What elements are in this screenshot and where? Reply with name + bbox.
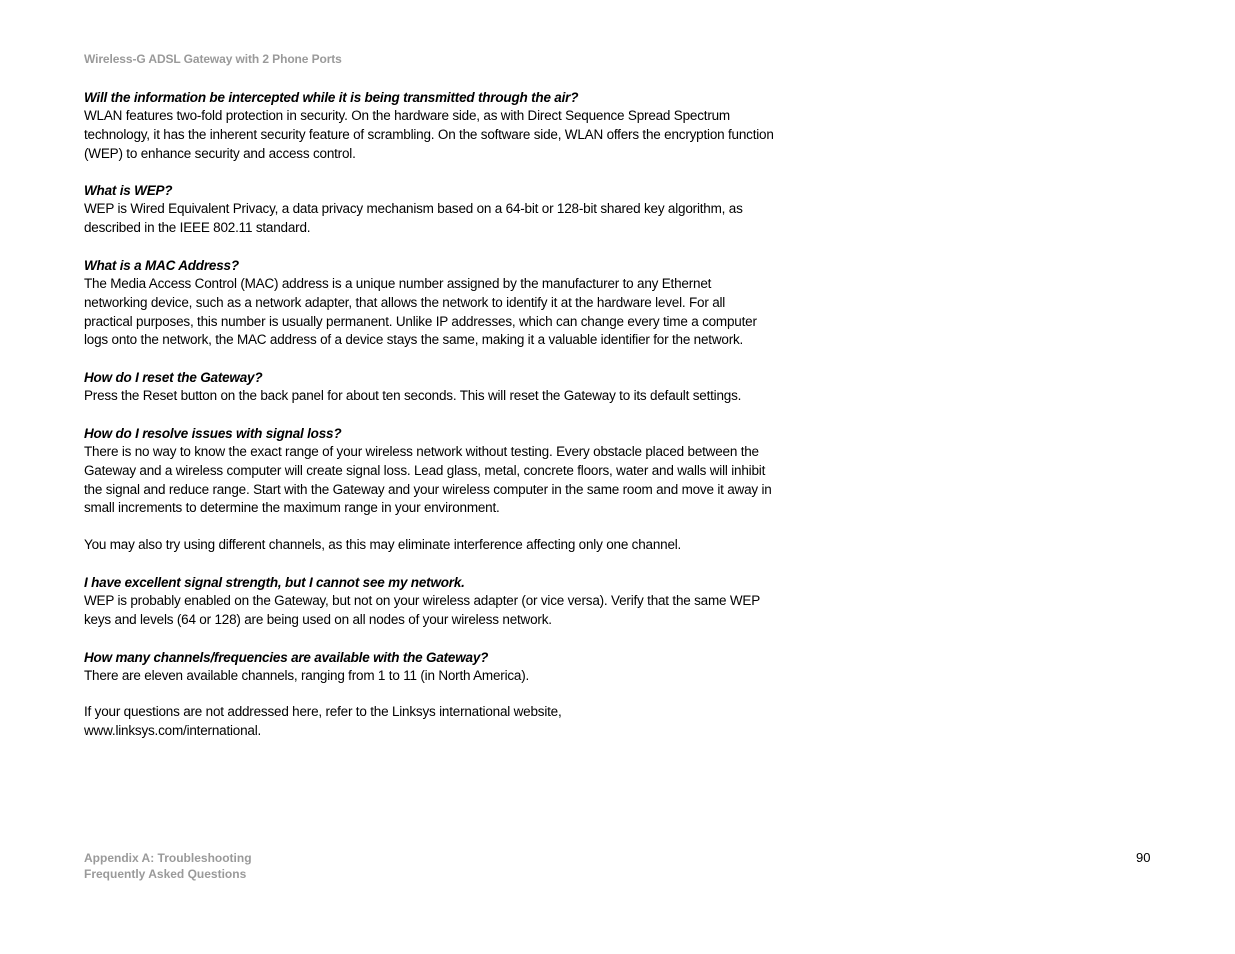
- faq-answer: There are eleven available channels, ranging from 1 to 11 (in North America).: [84, 667, 530, 683]
- faq-question: I have excellent signal strength, but I cannot see my network.: [84, 574, 465, 590]
- faq-answer: WEP is probably enabled on the Gateway, but not on your wireless adapter (or vice versa). Verify that the same WEP keys and levels (64 or 128) are being used on all nodes of your wireless network.: [84, 592, 760, 627]
- faq-item: [84, 648, 774, 686]
- running-header: Wireless-G ADSL Gateway with 2 Phone Ports: [84, 52, 342, 66]
- closing-line: If your questions are not addressed here, refer to the Linksys international website,: [84, 704, 562, 720]
- faq-item: [84, 88, 774, 163]
- faq-item: [84, 181, 774, 238]
- website-link: www.linksys.com/international.: [84, 723, 262, 739]
- faq-content: [84, 88, 774, 759]
- faq-answer: WEP is Wired Equivalent Privacy, a data privacy mechanism based on a 64-bit or 128-bit shared key algorithm, as described in the IEEE 802.11 standard.: [84, 201, 743, 236]
- page-footer: [84, 850, 252, 882]
- faq-question: How do I reset the Gateway?: [84, 370, 263, 386]
- faq-answer-extra: You may also try using different channels, as this may eliminate interference affecting only one channel.: [84, 537, 682, 553]
- faq-answer: WLAN features two-fold protection in security. On the hardware side, as with Direct Sequence Spread Spectrum technology, it has the inherent security feature of scrambling. On the software side, WLAN offers the encryption function (WEP) to enhance security and access control.: [84, 108, 774, 161]
- footer-section: Appendix A: Troubleshooting: [84, 851, 252, 865]
- footer-subsection: Frequently Asked Questions: [84, 867, 247, 881]
- faq-item: [84, 573, 774, 630]
- faq-question: Will the information be intercepted while it is being transmitted through the air?: [84, 90, 579, 105]
- faq-question: How many channels/frequencies are available with the Gateway?: [84, 649, 489, 665]
- faq-question: What is WEP?: [84, 183, 173, 199]
- faq-item: [84, 368, 774, 406]
- closing-note: [84, 703, 774, 741]
- faq-answer: There is no way to know the exact range of your wireless network without testing. Every obstacle placed between the Gateway and a wireless computer will create signal loss. Lead glass, metal, concrete floors, water and walls will inhibit the signal and reduce range. Start with the Gateway and your wireless computer in the same room and move it away in small increments to determine the maximum range in your environment.: [84, 443, 772, 516]
- faq-answer: Press the Reset button on the back panel for about ten seconds. This will reset the Gateway to its default settings.: [84, 388, 742, 404]
- faq-question: What is a MAC Address?: [84, 257, 239, 273]
- faq-question: How do I resolve issues with signal loss?: [84, 425, 342, 441]
- faq-item: [84, 256, 774, 350]
- page-number: 90: [1136, 850, 1151, 865]
- faq-answer: The Media Access Control (MAC) address is a unique number assigned by the manufacturer to any Ethernet networking device, such as a network adapter, that allows the network to identify it at the hardware level. For all practical purposes, this number is usually permanent. Unlike IP addresses, which can change every time a computer logs onto the network, the MAC address of a device stays the same, making it a valuable identifier for the network.: [84, 275, 757, 348]
- faq-item: [84, 424, 774, 518]
